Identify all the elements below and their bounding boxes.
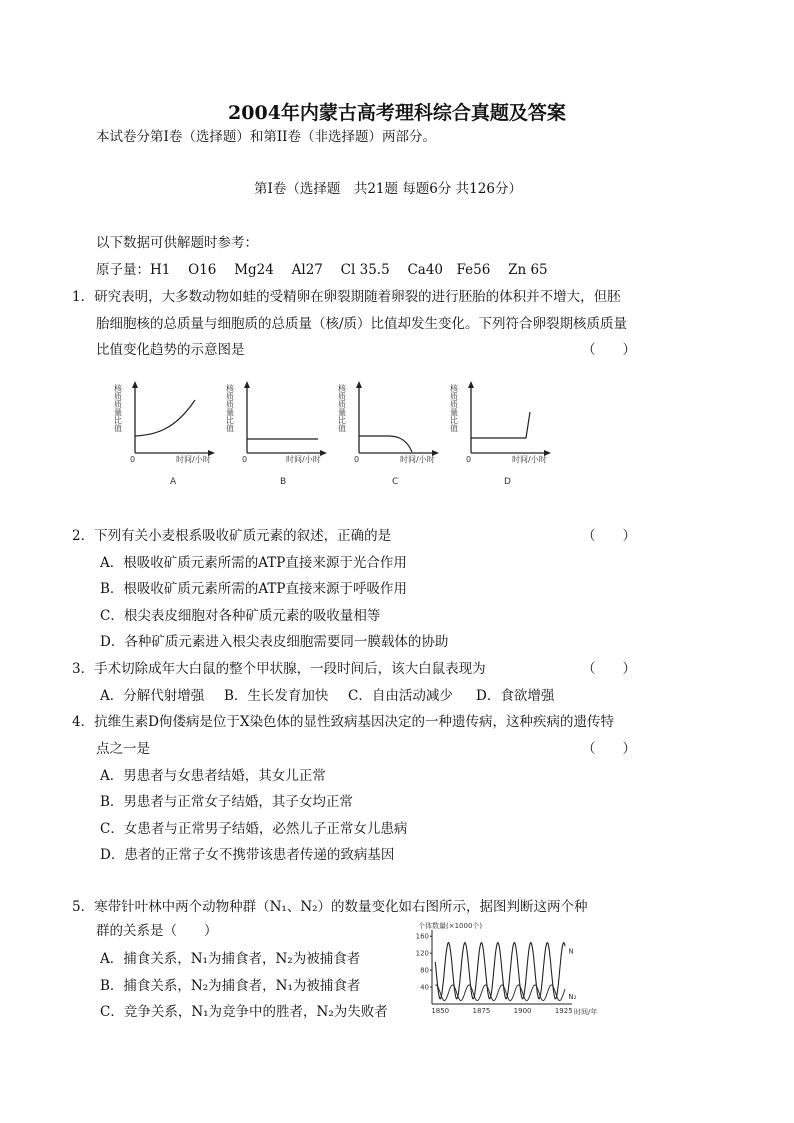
q5-option-b: B．捕食关系，N₂为捕食者，N₁为被捕食者 [100,978,361,994]
q2-option-b: B．根吸收矿质元素所需的ATP直接来源于呼吸作用 [100,581,408,597]
population-chart [404,920,604,1020]
q1-line-2: 胎细胞核的总质量与细胞质的总质量（核/质）比值却发生变化。下列符合卵裂期核质质量 [96,316,628,332]
q3-option-c: C．自由活动减少 [348,688,453,704]
section-header: 第Ⅰ卷（选择题 共21题 每题6分 共126分） [254,181,522,197]
chart-y-tick: 120 [415,949,429,958]
figure-c [337,381,440,487]
q2-option-c: C．根尖表皮细胞对各种矿质元素的吸收量相等 [100,608,381,624]
chart-x-tick: 1875 [472,1007,491,1015]
figure-d-ylabel: 核质质量比值 [449,384,459,432]
chart-ylabel: 个体数量(×1000个) [418,922,483,930]
figure-a-label: A [170,477,177,487]
figure-b-origin: 0 [242,455,248,464]
q1-figures [110,378,570,490]
q1-answer-paren: （ ） [582,342,636,358]
q4-answer-paren: （ ） [582,741,636,757]
figure-c-label: C [392,477,399,487]
figure-d-origin: 0 [466,455,472,464]
figure-b-xlabel: 时间/小时 [286,455,321,464]
chart-series-label-2: N₂ [568,992,577,1001]
chart-y-tick: 40 [420,983,429,992]
chart-x-tick: 1900 [513,1007,532,1015]
figure-a-ylabel: 核质质量比值 [113,384,123,432]
figure-c-xlabel: 时间/小时 [400,455,435,464]
q4-option-d: D．患者的正常子女不携带该患者传递的致病基因 [100,847,395,863]
figure-a-xlabel: 时间/小时 [176,455,211,464]
q1-line-3: 比值变化趋势的示意图是 [96,342,245,358]
q2-answer-paren: （ ） [582,528,636,544]
q4-option-c: C．女患者与正常男子结婚，必然儿子正常女儿患病 [100,821,408,837]
figure-b-ylabel: 核质质量比值 [225,384,235,432]
q2-stem: 2．下列有关小麦根系吸收矿质元素的叙述，正确的是 [72,528,392,544]
q2-option-a: A．根吸收矿质元素所需的ATP直接来源于光合作用 [100,555,407,571]
q1-line-1: 1．研究表明，大多数动物如蛙的受精卵在卵裂期随着卵裂的进行胚胎的体积并不增大，但胚 [72,289,621,305]
q2-option-d: D．各种矿质元素进入根尖表皮细胞需要同一膜载体的协助 [100,634,449,650]
q4-option-a: A．男患者与女患者结婚，其女儿正常 [100,768,326,784]
q3-answer-paren: （ ） [582,661,636,677]
page-title: 2004年内蒙古高考理科综合真题及答案 [228,102,566,124]
q5-option-a: A．捕食关系，N₁为捕食者，N₂为被捕食者 [100,951,361,967]
intro-text: 本试卷分第Ⅰ卷（选择题）和第II卷（非选择题）两部分。 [96,129,436,145]
q3-option-a: A．分解代射增强 [100,688,205,704]
figure-d [449,381,552,487]
figure-a [113,381,216,487]
chart-x-tick: 1850 [431,1007,450,1015]
figure-b-label: B [280,477,287,487]
chart-series-label-1: N [568,947,574,956]
figure-c-ylabel: 核质质量比值 [337,384,347,432]
figure-d-xlabel: 时间/小时 [512,455,547,464]
q3-option-d: D．食欲增强 [476,688,555,704]
chart-xlabel: 时间/年 [574,1008,598,1016]
chart-series-line-1 [435,943,565,999]
figure-b [225,381,328,487]
q3-stem: 3．手术切除成年大白鼠的整个甲状腺，一段时间后，该大白鼠表现为 [72,661,486,677]
figure-d-label: D [504,477,511,487]
q3-option-b: B．生长发育加快 [224,688,329,704]
chart-y-tick: 80 [420,966,429,975]
atomic-masses: 原子量：H1 O16 Mg24 Al27 Cl 35.5 Ca40 Fe56 Zn 65 [96,262,548,278]
q4-option-b: B．男患者与正常女子结婚，其子女均正常 [100,794,353,810]
q4-line-1: 4．抗维生素D佝偻病是位于X染色体的显性致病基因决定的一种遗传病，这种疾病的遗传特 [72,714,615,730]
figure-c-origin: 0 [354,455,360,464]
chart-x-tick: 1925 [554,1007,573,1015]
q4-line-2: 点之一是 [96,741,150,757]
q5-line-2: 群的关系是（ ） [96,923,218,939]
q5-option-c: C．竞争关系，N₁为竞争中的胜者，N₂为失败者 [100,1004,388,1020]
reference-intro: 以下数据可供解题时参考： [96,235,258,251]
q5-line-1: 5．寒带针叶林中两个动物种群（N₁、N₂）的数量变化如右图所示，据图判断这两个种 [72,899,588,915]
chart-y-tick: 160 [415,932,429,941]
figure-a-origin: 0 [130,455,136,464]
